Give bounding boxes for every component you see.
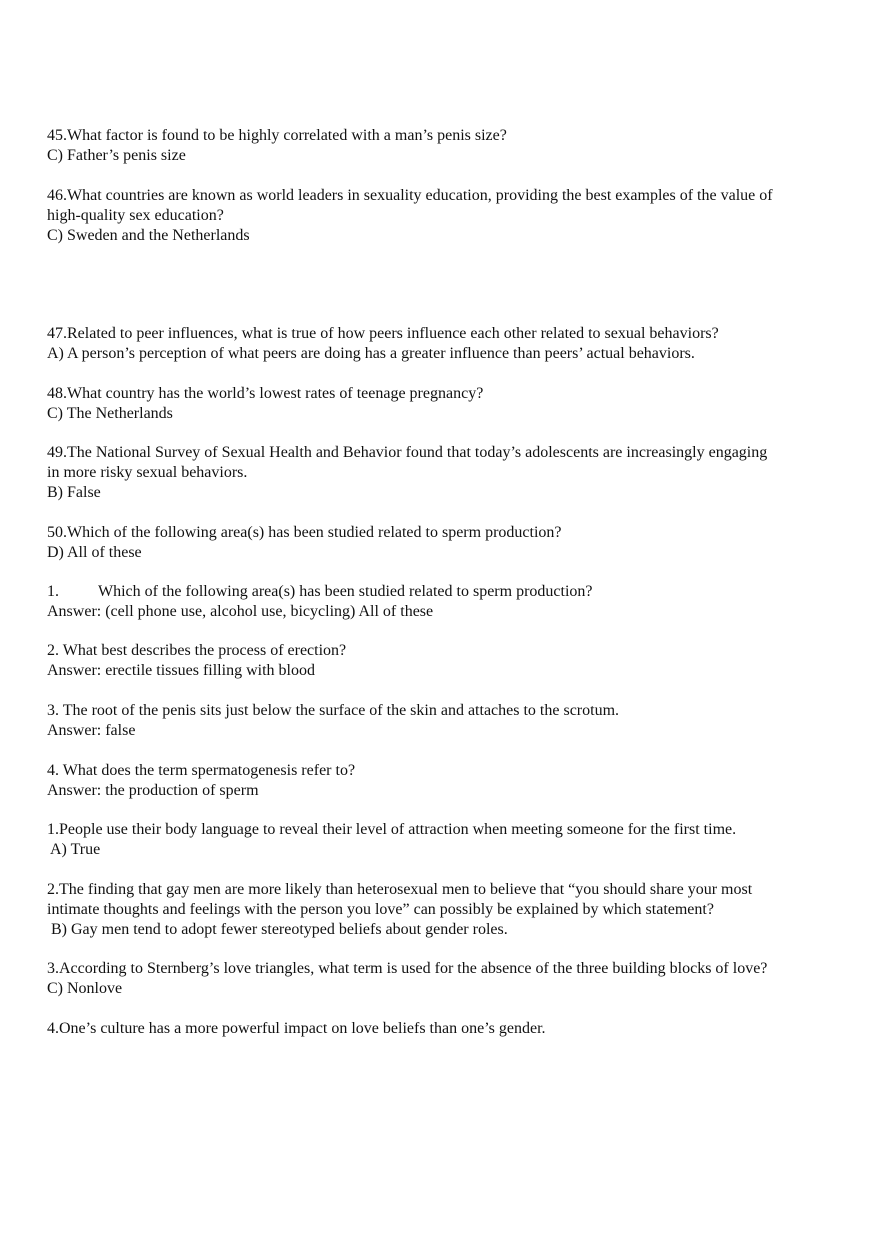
question-block-50 (47, 523, 847, 563)
question-text: 47.Related to peer influences, what is true of how peers influence each other related to sexual behaviors? (47, 325, 719, 342)
question-block-47 (47, 324, 847, 364)
answer-text: Answer: the production of sperm (47, 782, 259, 799)
answer-text: A) A person’s perception of what peers are doing has a greater influence than peers’ actual behaviors. (47, 345, 695, 362)
question-text-line-1: 46.What countries are known as world leaders in sexuality education, providing the best examples of the value of (47, 187, 773, 204)
question-text: 4. What does the term spermatogenesis refer to? (47, 762, 356, 779)
question-text-line-1: 49.The National Survey of Sexual Health and Behavior found that today’s adolescents are increasingly engaging (47, 444, 768, 461)
answer-text: B) False (47, 484, 101, 501)
question-text-line-2: in more risky sexual behaviors. (47, 464, 248, 481)
answer-text: Answer: (cell phone use, alcohol use, bicycling) All of these (47, 603, 434, 620)
question-text: 3.According to Sternberg’s love triangles, what term is used for the absence of the three building blocks of love? (47, 960, 768, 977)
answer-text: D) All of these (47, 544, 142, 561)
question-text: Which of the following area(s) has been studied related to sperm production? (98, 583, 593, 600)
answer-text: C) The Netherlands (47, 405, 173, 422)
answer-text: Answer: false (47, 722, 136, 739)
question-block-45 (47, 126, 847, 166)
answer-text: A) True (50, 841, 101, 858)
question-block-sperm-2 (47, 641, 847, 681)
question-text: 50.Which of the following area(s) has been studied related to sperm production? (47, 524, 562, 541)
question-block-love-1 (47, 820, 847, 860)
question-block-sperm-1 (47, 582, 847, 622)
question-block-sperm-4 (47, 761, 847, 801)
answer-text: C) Father’s penis size (47, 147, 186, 164)
answer-text: Answer: erectile tissues filling with blood (47, 662, 315, 679)
question-block-love-3 (47, 959, 847, 999)
question-text: 3. The root of the penis sits just below the surface of the skin and attaches to the scrotum. (47, 702, 620, 719)
question-text: 2. What best describes the process of erection? (47, 642, 347, 659)
question-text-line-2: intimate thoughts and feelings with the person you love” can possibly be explained by which statement? (47, 901, 714, 918)
answer-text: C) Nonlove (47, 980, 123, 997)
question-number: 1. (47, 583, 59, 600)
question-text-line-2: high-quality sex education? (47, 207, 224, 224)
question-block-love-4 (47, 1019, 847, 1039)
answer-text: B) Gay men tend to adopt fewer stereotyped beliefs about gender roles. (51, 921, 508, 938)
question-text: 48.What country has the world’s lowest rates of teenage pregnancy? (47, 385, 484, 402)
question-text-line-1: 2.The finding that gay men are more likely than heterosexual men to believe that “you should share your most (47, 881, 753, 898)
question-block-love-2 (47, 880, 847, 940)
question-text: 4.One’s culture has a more powerful impact on love beliefs than one’s gender. (47, 1020, 546, 1037)
answer-text: C) Sweden and the Netherlands (47, 227, 250, 244)
question-block-48 (47, 384, 847, 424)
question-block-sperm-3 (47, 701, 847, 741)
question-text: 1.People use their body language to reveal their level of attraction when meeting someone for the first time. (47, 821, 737, 838)
question-text: 45.What factor is found to be highly correlated with a man’s penis size? (47, 127, 507, 144)
question-block-46 (47, 186, 847, 246)
question-line (47, 582, 847, 602)
question-block-49 (47, 443, 847, 503)
